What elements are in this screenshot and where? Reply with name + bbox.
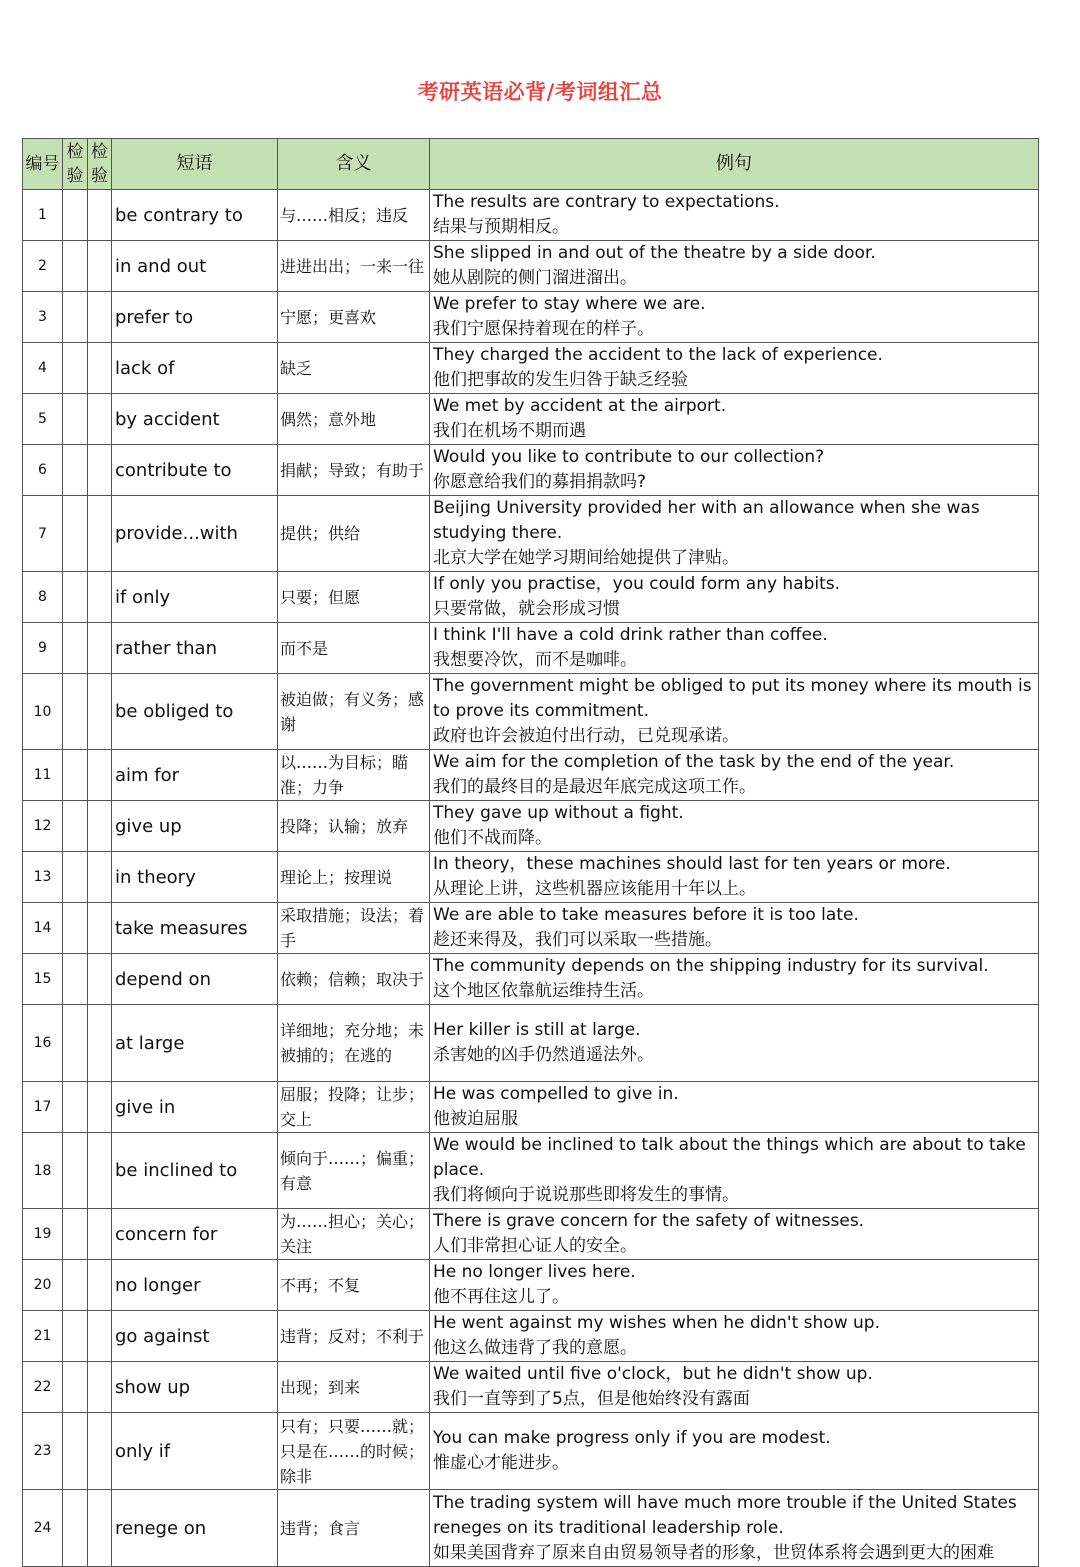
example-chinese: 只要常做，就会形成习惯 — [433, 599, 620, 619]
row-number: 23 — [23, 1413, 63, 1490]
example-english: She slipped in and out of the theatre by a side door. — [433, 243, 876, 263]
header-meaning: 含义 — [278, 139, 430, 190]
check-cell-2 — [88, 1490, 112, 1567]
check-cell-2 — [88, 1209, 112, 1260]
table-row — [23, 445, 1039, 496]
example-cell — [430, 1413, 1039, 1490]
meaning-cell: 与……相反；违反 — [278, 190, 430, 241]
example-cell — [430, 1490, 1039, 1567]
example-chinese: 从理论上讲，这些机器应该能用十年以上。 — [433, 879, 756, 899]
example-chinese: 杀害她的凶手仍然逍遥法外。 — [433, 1045, 654, 1065]
example-english: We are able to take measures before it is too late. — [433, 905, 859, 925]
table-row — [23, 496, 1039, 572]
table-row — [23, 190, 1039, 241]
meaning-cell: 出现；到来 — [278, 1362, 430, 1413]
example-cell — [430, 1311, 1039, 1362]
meaning-cell: 宁愿；更喜欢 — [278, 292, 430, 343]
phrase-cell: give in — [112, 1082, 278, 1133]
example-chinese: 他们把事故的发生归咎于缺乏经验 — [433, 370, 688, 390]
row-number: 17 — [23, 1082, 63, 1133]
check-cell-2 — [88, 190, 112, 241]
meaning-cell: 倾向于……；偏重；有意 — [278, 1133, 430, 1209]
row-number: 21 — [23, 1311, 63, 1362]
row-number: 4 — [23, 343, 63, 394]
check-cell-1 — [63, 852, 88, 903]
meaning-cell: 而不是 — [278, 623, 430, 674]
meaning-cell: 以……为目标；瞄准；力争 — [278, 750, 430, 801]
check-cell-1 — [63, 343, 88, 394]
meaning-cell: 采取措施；设法；着手 — [278, 903, 430, 954]
phrase-cell: go against — [112, 1311, 278, 1362]
row-number: 6 — [23, 445, 63, 496]
phrase-cell: in and out — [112, 241, 278, 292]
phrase-cell: no longer — [112, 1260, 278, 1311]
example-cell — [430, 343, 1039, 394]
example-chinese: 惟虚心才能进步。 — [433, 1453, 569, 1473]
phrase-cell: provide...with — [112, 496, 278, 572]
table-row — [23, 801, 1039, 852]
phrase-cell: by accident — [112, 394, 278, 445]
check-cell-1 — [63, 1260, 88, 1311]
example-chinese: 北京大学在她学习期间给她提供了津贴。 — [433, 548, 739, 568]
check-cell-1 — [63, 801, 88, 852]
check-cell-2 — [88, 496, 112, 572]
check-cell-1 — [63, 1209, 88, 1260]
example-english: There is grave concern for the safety of witnesses. — [433, 1211, 865, 1231]
example-cell — [430, 1005, 1039, 1082]
row-number: 15 — [23, 954, 63, 1005]
row-number: 22 — [23, 1362, 63, 1413]
check-cell-1 — [63, 572, 88, 623]
example-cell — [430, 852, 1039, 903]
example-english: The results are contrary to expectations. — [433, 192, 780, 212]
example-chinese: 他们不战而降。 — [433, 828, 552, 848]
check-cell-1 — [63, 445, 88, 496]
table-row — [23, 292, 1039, 343]
example-chinese: 你愿意给我们的募捐捐款吗? — [433, 472, 647, 492]
row-number: 19 — [23, 1209, 63, 1260]
meaning-cell: 理论上；按理说 — [278, 852, 430, 903]
example-english: Beijing University provided her with an allowance when she was studying there. — [433, 498, 980, 543]
row-number: 12 — [23, 801, 63, 852]
example-chinese: 我们在机场不期而遇 — [433, 421, 586, 441]
meaning-cell: 只要；但愿 — [278, 572, 430, 623]
example-cell — [430, 445, 1039, 496]
header-phrase: 短语 — [112, 139, 278, 190]
phrase-cell: at large — [112, 1005, 278, 1082]
example-cell — [430, 623, 1039, 674]
check-cell-2 — [88, 750, 112, 801]
check-cell-2 — [88, 1362, 112, 1413]
row-number: 1 — [23, 190, 63, 241]
phrase-cell: show up — [112, 1362, 278, 1413]
check-cell-2 — [88, 1413, 112, 1490]
check-cell-2 — [88, 852, 112, 903]
page-title: 考研英语必背/考词组汇总 — [417, 80, 663, 104]
table-row — [23, 750, 1039, 801]
check-cell-1 — [63, 496, 88, 572]
phrase-cell: rather than — [112, 623, 278, 674]
check-cell-2 — [88, 1311, 112, 1362]
check-cell-2 — [88, 674, 112, 750]
example-cell — [430, 241, 1039, 292]
example-chinese: 结果与预期相反。 — [433, 217, 569, 237]
example-english: If only you practise，you could form any habits. — [433, 574, 841, 594]
row-number: 20 — [23, 1260, 63, 1311]
check-cell-1 — [63, 1362, 88, 1413]
meaning-cell: 提供；供给 — [278, 496, 430, 572]
check-cell-1 — [63, 954, 88, 1005]
check-cell-1 — [63, 1311, 88, 1362]
example-cell — [430, 190, 1039, 241]
table-row — [23, 241, 1039, 292]
meaning-cell: 偶然；意外地 — [278, 394, 430, 445]
check-cell-2 — [88, 623, 112, 674]
meaning-cell: 捐献；导致；有助于 — [278, 445, 430, 496]
phrase-cell: concern for — [112, 1209, 278, 1260]
meaning-cell: 详细地；充分地；未被捕的；在逃的 — [278, 1005, 430, 1082]
check-cell-2 — [88, 1082, 112, 1133]
table-row — [23, 954, 1039, 1005]
check-cell-1 — [63, 623, 88, 674]
row-number: 13 — [23, 852, 63, 903]
check-cell-2 — [88, 1260, 112, 1311]
example-chinese: 我们将倾向于说说那些即将发生的事情。 — [433, 1185, 739, 1205]
example-english: The community depends on the shipping industry for its survival. — [433, 956, 989, 976]
example-chinese: 政府也许会被迫付出行动，已兑现承诺。 — [433, 726, 739, 746]
check-cell-2 — [88, 241, 112, 292]
table-row — [23, 852, 1039, 903]
phrase-cell: be inclined to — [112, 1133, 278, 1209]
example-cell — [430, 292, 1039, 343]
row-number: 7 — [23, 496, 63, 572]
example-english: The government might be obliged to put its money where its mouth is to prove its commitment. — [433, 676, 1032, 721]
example-chinese: 他被迫屈服 — [433, 1109, 518, 1129]
example-cell — [430, 496, 1039, 572]
check-cell-2 — [88, 572, 112, 623]
example-chinese: 他不再住这儿了。 — [433, 1287, 569, 1307]
example-chinese: 我们一直等到了5点，但是他始终没有露面 — [433, 1389, 750, 1409]
phrase-cell: be contrary to — [112, 190, 278, 241]
example-chinese: 如果美国背弃了原来自由贸易领导者的形象，世贸体系将会遇到更大的困难 — [433, 1542, 994, 1563]
example-cell — [430, 1260, 1039, 1311]
check-cell-2 — [88, 394, 112, 445]
check-cell-2 — [88, 343, 112, 394]
header-example: 例句 — [430, 139, 1039, 190]
table-row — [23, 674, 1039, 750]
example-cell — [430, 572, 1039, 623]
header-num: 编号 — [23, 139, 63, 190]
example-chinese: 人们非常担心证人的安全。 — [433, 1236, 637, 1256]
example-cell — [430, 1209, 1039, 1260]
example-chinese: 我们的最终目的是最迟年底完成这项工作。 — [433, 777, 756, 797]
row-number: 14 — [23, 903, 63, 954]
table-row — [23, 1133, 1039, 1209]
phrase-cell: renege on — [112, 1490, 278, 1567]
example-english: They gave up without a fight. — [433, 803, 684, 823]
example-english: The trading system will have much more trouble if the United States reneges on its traditional leadership role. — [433, 1492, 1017, 1538]
table-row — [23, 1362, 1039, 1413]
check-cell-1 — [63, 1005, 88, 1082]
table-row — [23, 1311, 1039, 1362]
example-cell — [430, 1133, 1039, 1209]
row-number: 16 — [23, 1005, 63, 1082]
row-number: 8 — [23, 572, 63, 623]
table-row — [23, 623, 1039, 674]
phrase-table — [22, 138, 1039, 1567]
example-cell — [430, 954, 1039, 1005]
check-cell-2 — [88, 445, 112, 496]
check-cell-1 — [63, 1082, 88, 1133]
meaning-cell: 为……担心；关心；关注 — [278, 1209, 430, 1260]
example-chinese: 这个地区依靠航运维持生活。 — [433, 981, 654, 1001]
example-english: They charged the accident to the lack of experience. — [433, 345, 883, 365]
row-number: 10 — [23, 674, 63, 750]
check-cell-2 — [88, 1133, 112, 1209]
table-row — [23, 903, 1039, 954]
example-chinese: 她从剧院的侧门溜进溜出。 — [433, 268, 637, 288]
row-number: 18 — [23, 1133, 63, 1209]
table-row — [23, 1005, 1039, 1082]
table-row — [23, 394, 1039, 445]
check-cell-1 — [63, 1490, 88, 1567]
row-number: 11 — [23, 750, 63, 801]
header-check-1: 检验 — [63, 139, 88, 190]
phrase-cell: contribute to — [112, 445, 278, 496]
example-chinese: 他这么做违背了我的意愿。 — [433, 1338, 637, 1358]
row-number: 9 — [23, 623, 63, 674]
phrase-cell: lack of — [112, 343, 278, 394]
row-number: 24 — [23, 1490, 63, 1567]
check-cell-1 — [63, 1413, 88, 1490]
phrase-cell: take measures — [112, 903, 278, 954]
meaning-cell: 屈服；投降；让步；交上 — [278, 1082, 430, 1133]
check-cell-2 — [88, 801, 112, 852]
check-cell-1 — [63, 674, 88, 750]
check-cell-2 — [88, 954, 112, 1005]
phrase-cell: aim for — [112, 750, 278, 801]
row-number: 3 — [23, 292, 63, 343]
header-check-2: 检验 — [88, 139, 112, 190]
phrase-cell: if only — [112, 572, 278, 623]
example-cell — [430, 750, 1039, 801]
meaning-cell: 只有；只要……就；只是在……的时候；除非 — [278, 1413, 430, 1490]
example-english: We aim for the completion of the task by the end of the year. — [433, 752, 955, 772]
example-english: He went against my wishes when he didn't show up. — [433, 1313, 880, 1333]
example-english: In theory，these machines should last for ten years or more. — [433, 854, 951, 874]
table-row — [23, 1260, 1039, 1311]
example-cell — [430, 394, 1039, 445]
row-number: 2 — [23, 241, 63, 292]
phrase-cell: depend on — [112, 954, 278, 1005]
check-cell-2 — [88, 292, 112, 343]
example-cell — [430, 801, 1039, 852]
check-cell-1 — [63, 241, 88, 292]
check-cell-1 — [63, 292, 88, 343]
meaning-cell: 违背；食言 — [278, 1490, 430, 1567]
table-body — [23, 190, 1039, 1567]
example-cell — [430, 1362, 1039, 1413]
table-row — [23, 1209, 1039, 1260]
meaning-cell: 进进出出；一来一往 — [278, 241, 430, 292]
check-cell-1 — [63, 903, 88, 954]
table-row — [23, 1413, 1039, 1490]
example-english: We met by accident at the airport. — [433, 396, 727, 416]
example-english: I think I'll have a cold drink rather than coffee. — [433, 625, 828, 645]
check-cell-1 — [63, 394, 88, 445]
example-chinese: 我想要冷饮，而不是咖啡。 — [433, 650, 637, 670]
check-cell-1 — [63, 750, 88, 801]
example-english: He was compelled to give in. — [433, 1084, 679, 1104]
meaning-cell: 依赖；信赖；取决于 — [278, 954, 430, 1005]
table-header-row — [23, 139, 1039, 190]
phrase-cell: in theory — [112, 852, 278, 903]
check-cell-2 — [88, 903, 112, 954]
meaning-cell: 投降；认输；放弃 — [278, 801, 430, 852]
example-chinese: 我们宁愿保持着现在的样子。 — [433, 319, 654, 339]
example-chinese: 趁还来得及，我们可以采取一些措施。 — [433, 930, 722, 950]
example-cell — [430, 1082, 1039, 1133]
table-row — [23, 343, 1039, 394]
check-cell-1 — [63, 1133, 88, 1209]
example-english: He no longer lives here. — [433, 1262, 636, 1282]
meaning-cell: 不再；不复 — [278, 1260, 430, 1311]
phrase-cell: be obliged to — [112, 674, 278, 750]
table-row — [23, 1082, 1039, 1133]
table-row — [23, 1490, 1039, 1567]
example-cell — [430, 903, 1039, 954]
example-english: You can make progress only if you are modest. — [433, 1428, 831, 1448]
example-english: We waited until five o'clock，but he didn't show up. — [433, 1364, 873, 1384]
row-number: 5 — [23, 394, 63, 445]
check-cell-2 — [88, 1005, 112, 1082]
example-english: Her killer is still at large. — [433, 1020, 641, 1040]
example-english: Would you like to contribute to our collection? — [433, 447, 825, 467]
example-english: We would be inclined to talk about the things which are about to take place. — [433, 1135, 1026, 1180]
phrase-cell: only if — [112, 1413, 278, 1490]
phrase-cell: give up — [112, 801, 278, 852]
meaning-cell: 违背；反对；不利于 — [278, 1311, 430, 1362]
example-cell — [430, 674, 1039, 750]
table-row — [23, 572, 1039, 623]
example-english: We prefer to stay where we are. — [433, 294, 706, 314]
meaning-cell: 被迫做；有义务；感谢 — [278, 674, 430, 750]
phrase-cell: prefer to — [112, 292, 278, 343]
meaning-cell: 缺乏 — [278, 343, 430, 394]
check-cell-1 — [63, 190, 88, 241]
